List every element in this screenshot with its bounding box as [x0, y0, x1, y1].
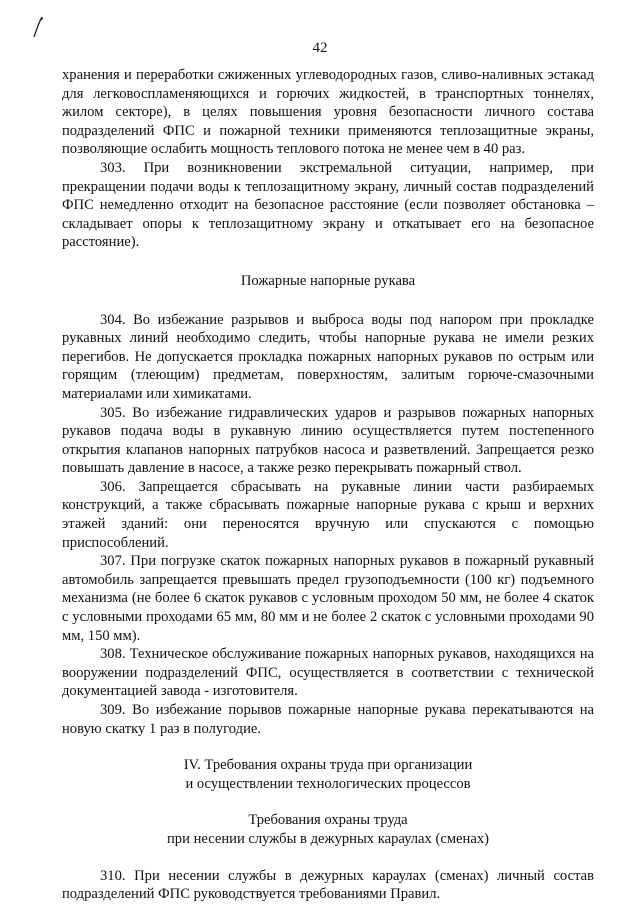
paragraph-307: 307. При погрузке скаток пожарных напорных рукавов в пожарный рукавный автомобиль запрещается превышать предел грузоподъемности (100 кг) подъемного механизма (не более 6 скаток рукавов с условным проходом 50 мм, не более 4 скаток с условными проходами 65 мм, 80 мм и не более 2 скаток с условными проходами 90 мм, 150 мм).	[62, 553, 594, 644]
paragraph-305: 305. Во избежание гидравлических ударов и разрывов пожарных напорных рукавов подача воды в рукавную линию осуществляется путем постепенного открытия клапанов напорных патрубков насоса и разветвлений. Запрещается резко повышать давление в насосе, а также резко перекрывать пожарный ствол.	[62, 404, 594, 477]
subsection-heading-duty-line2: при несении службы в дежурных караулах (сменах)	[167, 830, 489, 847]
paragraph-310: 310. При несении службы в дежурных караулах (сменах) личный состав подразделений ФПС руководствуется требованиями Правил.	[62, 867, 594, 903]
section-heading-iv-line2: и осуществлении технологических процессов	[185, 775, 471, 792]
paragraph-303: 303. При возникновении экстремальной ситуации, например, при прекращении подачи воды к теплозащитному экрану, личный состав подразделений ФПС немедленно отходит на безопасное расстояние (если позволяет обстановка – складывает опоры к теплозащитному экрану и откатывает его на безопасное расстояние).	[62, 159, 594, 251]
section-heading-fire-hoses: Пожарные напорные рукава	[240, 272, 416, 289]
paragraph-304: 304. Во избежание разрывов и выброса воды под напором при прокладке рукавных линий необходимо следить, чтобы напорные рукава не имели резких перегибов. Не допускается прокладка пожарных напорных рукавов по острым или горящим (тлеющим) предметам, поверхностям, залитым горюче-смазочными материалами или химикатами.	[62, 311, 594, 402]
paragraph-308: 308. Техническое обслуживание пожарных напорных рукавов, находящихся на вооружении подразделений ФПС, осуществляется в соответствии с технической документацией завода - изготовителя.	[62, 646, 594, 700]
paragraph-continuation: хранения и переработки сжиженных углеводородных газов, сливо-наливных эстакад для легковоспламеняющихся и горючих жидкостей, в транспортных тоннелях, жилом секторе), в целях повышения уровня безопасности личного состава подразделений ФПС и пожарной техники применяются теплозащитные экраны, позволяющие ослабить мощность теплового потока не менее чем в 40 раз.	[62, 67, 594, 158]
section-heading-iv-line1: IV. Требования охраны труда при организации	[183, 757, 473, 774]
subsection-heading-duty-line1: Требования охраны труда	[248, 812, 408, 829]
pen-stroke-mark-icon	[32, 16, 44, 38]
document-body	[62, 66, 594, 904]
page-number: 42	[312, 40, 328, 56]
paragraph-306: 306. Запрещается сбрасывать на рукавные линии части разбираемых конструкций, а также сбрасывать пожарные напорные рукава с крыш и верхних этажей зданий: они переносятся вручную или спускаются с помощью приспособлений.	[62, 478, 594, 551]
paragraph-309: 309. Во избежание порывов пожарные напорные рукава перекатываются на новую скатку 1 раз в полугодие.	[62, 702, 594, 737]
